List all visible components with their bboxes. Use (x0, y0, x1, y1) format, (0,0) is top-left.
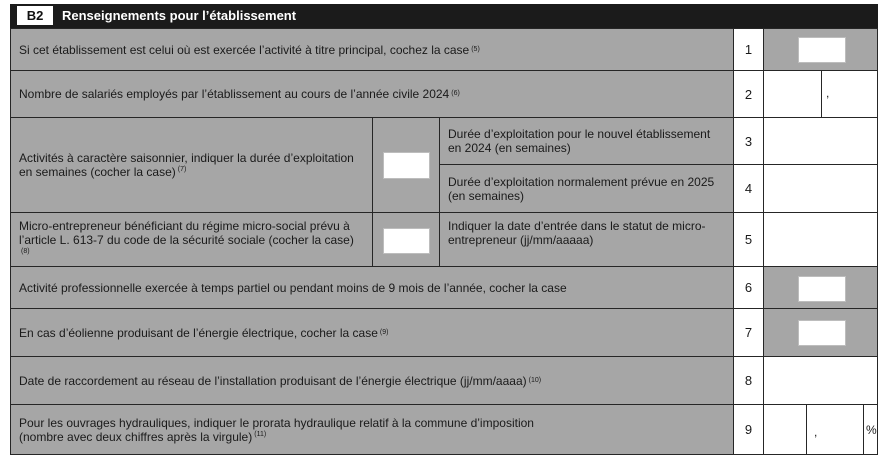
row-9-decimal-sep: , (814, 425, 818, 439)
micro-entrepreneur-checkbox[interactable] (383, 228, 430, 254)
row-6-label: Activité professionnelle exercée à temps partiel ou pendant moins de 9 mois de l’année, cocher la case (10, 266, 734, 309)
row-1-number: 1 (733, 28, 764, 71)
row-7-checkbox[interactable] (798, 320, 846, 346)
row-7-number: 7 (733, 308, 764, 357)
row-9-label (10, 404, 734, 455)
row-6-checkbox[interactable] (798, 276, 846, 302)
row-5-note: (8) (21, 247, 30, 255)
rows-3-4-label (10, 117, 373, 213)
rows-3-4-text: Activités à caractère saisonnier, indiquer la durée d’exploitation en semaines (cocher la case) (19, 151, 354, 179)
row-2-number: 2 (733, 70, 764, 118)
row-5-number: 5 (733, 212, 764, 267)
section-title: Renseignements pour l’établissement (62, 8, 297, 23)
row-9-divider-2 (863, 404, 864, 455)
seasonal-checkbox[interactable] (383, 152, 430, 179)
row-9-number: 9 (733, 404, 764, 455)
row-2-text: Nombre de salariés employés par l’établissement au cours de l’année civile 2024 (19, 87, 450, 101)
row-9-text-line2: (nombre avec deux chiffres après la virgule) (19, 429, 253, 444)
row-4-input[interactable] (763, 164, 878, 213)
row-2-decimal-sep: , (826, 86, 830, 100)
row-1-label: Si cet établissement est celui où est exercée l’activité à titre principal, cochez la case (5) (10, 28, 734, 71)
row-5-right-label: Indiquer la date d’entrée dans le statut de micro-entrepreneur (jj/mm/aaaaa) (439, 212, 734, 267)
row-6-number: 6 (733, 266, 764, 309)
row-1-text: Si cet établissement est celui où est exercée l’activité à titre principal, cochez la case (19, 42, 470, 57)
rows-3-4-note: (7) (177, 166, 187, 173)
row-9-input[interactable] (763, 404, 878, 455)
row-2-label: Nombre de salariés employés par l’établissement au cours de l’année civile 2024 (6) (10, 70, 734, 118)
row-3-number: 3 (733, 117, 764, 165)
row-3-input[interactable] (763, 117, 878, 165)
row-8-label: Date de raccordement au réseau de l’installation produisant de l’énergie électrique (jj/mm/aaaa) (10) (10, 356, 734, 405)
row-9-unit: % (866, 423, 877, 437)
row-5-input[interactable] (763, 212, 878, 267)
row-8-input[interactable] (763, 356, 878, 405)
row-5-left-label (10, 212, 373, 267)
row-7-label: En cas d’éolienne produisant de l’énergie électrique, cocher la case (9) (10, 308, 734, 357)
row-2-divider (821, 70, 822, 118)
section-code: B2 (17, 6, 53, 25)
row-9-note: (11) (254, 430, 267, 438)
row-5-left-text: Micro-entrepreneur bénéficiant du régime micro-social prévu à l’article L. 613-7 du code de la sécurité sociale (cocher la case) (19, 218, 354, 247)
row-8-text: Date de raccordement au réseau de l’installation produisant de l’énergie électrique (jj/mm/aaaa) (19, 373, 527, 388)
row-8-number: 8 (733, 356, 764, 405)
row-3-label: Durée d’exploitation pour le nouvel établissement en 2024 (en semaines) (439, 117, 734, 165)
row-4-label: Durée d’exploitation normalement prévue en 2025 (en semaines) (439, 164, 734, 213)
row-9-divider-1 (806, 404, 807, 455)
row-7-text: En cas d’éolienne produisant de l’énergie électrique, cocher la case (19, 325, 378, 340)
row-4-number: 4 (733, 164, 764, 213)
row-1-checkbox[interactable] (798, 37, 846, 63)
row-9-text-line1: Pour les ouvrages hydrauliques, indiquer le prorata hydraulique relatif à la commune d’imposition (19, 415, 534, 430)
